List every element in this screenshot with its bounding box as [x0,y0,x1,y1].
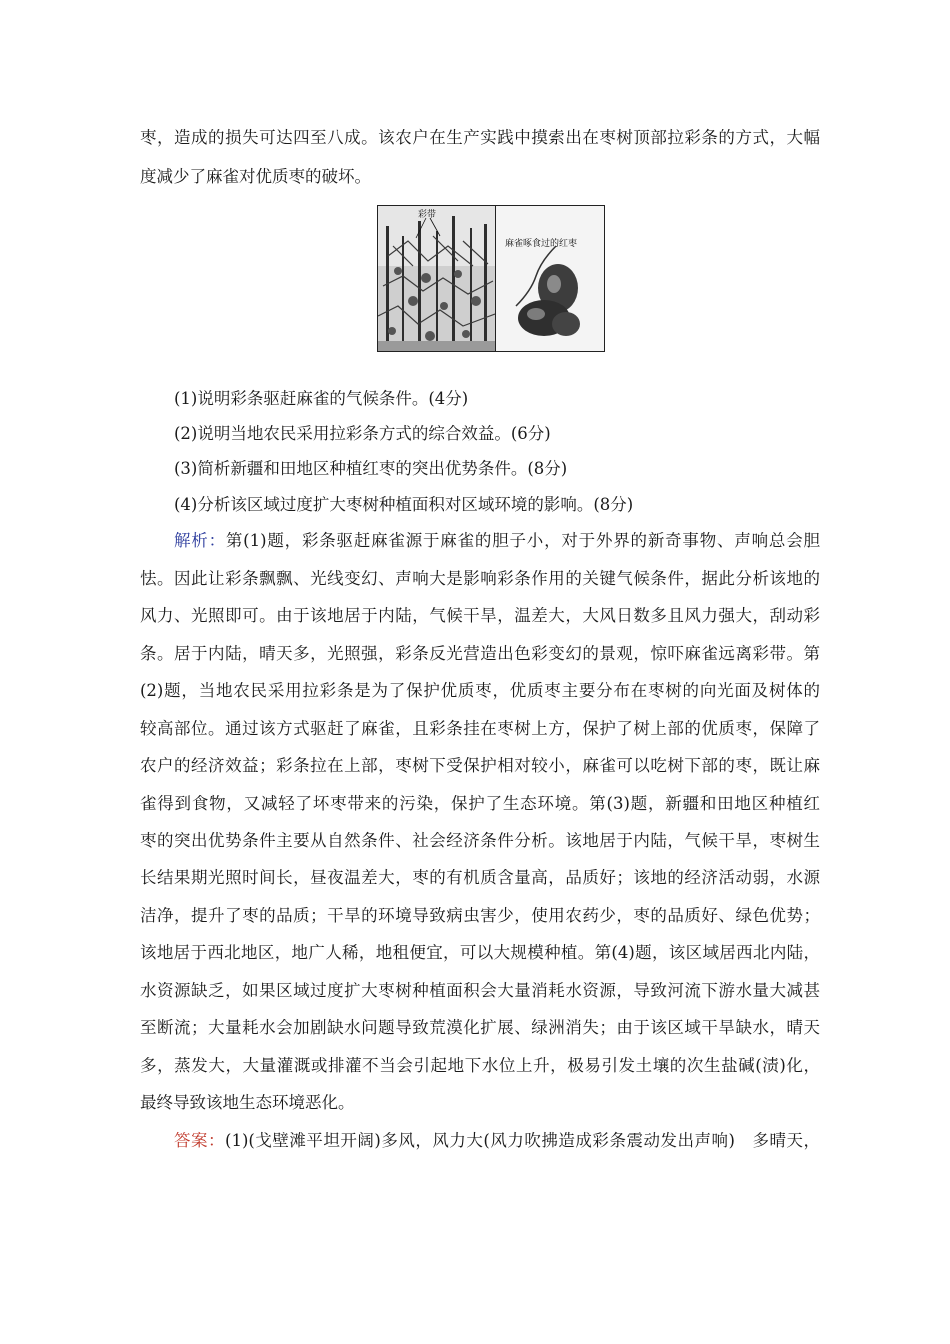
answer-label: 答案： [174,1131,226,1150]
answer-first-line: 答案：(1)(戈壁滩平坦开阔)多风，风力大(风力吹拂造成彩条震动发出声响) 多晴天， [174,1131,820,1150]
analysis-line: (2)题，当地农民采用拉彩条是为了保护优质枣，优质枣主要分布在枣树的向光面及树体的 [140,681,820,700]
analysis-line: 至断流；大量耗水会加剧缺水问题导致荒漠化扩展、绿洲消失；由于该区域干旱缺水，晴天 [140,1018,820,1037]
analysis-line: 条。居于内陆，晴天多，光照强，彩条反光营造出色彩变幻的景观，惊吓麻雀远离彩带。第 [140,644,820,663]
analysis-line: 怯。因此让彩条飘飘、光线变幻、声响大是影响彩条作用的关键气候条件，据此分析该地的 [140,569,820,588]
analysis-line-last: 最终导致该地生态环境恶化。 [140,1093,355,1112]
question-2: (2)说明当地农民采用拉彩条方式的综合效益。(6分) [174,424,551,443]
question-4: (4)分析该区域过度扩大枣树种植面积对区域环境的影响。(8分) [174,495,634,514]
question-1: (1)说明彩条驱赶麻雀的气候条件。(4分) [174,389,469,408]
analysis-line: 风力、光照即可。由于该地居于内陆，气候干旱，温差大，大风日数多且风力强大，刮动彩 [140,606,820,625]
ribbon-label: 彩带 [418,210,437,220]
analysis-line: 长结果期光照时间长，昼夜温差大，枣的有机质含量高，品质好；该地的经济活动弱，水源 [140,868,820,887]
pecked-dates-label: 麻雀啄食过的红枣 [505,239,578,249]
analysis-line: 农户的经济效益；彩条拉在上部，枣树下受保护相对较小，麻雀可以吃树下部的枣，既让麻 [140,756,820,775]
analysis-line: 多，蒸发大，大量灌溉或排灌不当会引起地下水位上升，极易引发土壤的次生盐碱(渍)化， [140,1056,820,1075]
analysis-line: 洁净，提升了枣的品质；干旱的环境导致病虫害少，使用农药少，枣的品质好、绿色优势； [140,906,820,925]
figure-photos [377,205,605,352]
intro-line-2: 度减少了麻雀对优质枣的破坏。 [140,167,371,186]
intro-line-1: 枣，造成的损失可达四至八成。该农户在生产实践中摸索出在枣树顶部拉彩条的方式，大幅 [140,128,820,147]
analysis-line: 水资源缺乏，如果区域过度扩大枣树种植面积会大量消耗水资源，导致河流下游水量大减甚 [140,981,820,1000]
pecked-dates-photo [495,206,604,351]
analysis-first-line: 解析：第(1)题，彩条驱赶麻雀源于麻雀的胆子小，对于外界的新奇事物、声响总会胆 [174,531,821,550]
analysis-line: 枣的突出优势条件主要从自然条件、社会经济条件分析。该地居于内陆，气候干旱，枣树生 [140,831,820,850]
analysis-line: 较高部位。通过该方式驱赶了麻雀，且彩条挂在枣树上方，保护了树上部的优质枣，保障了 [140,719,820,738]
analysis-label: 解析： [174,531,226,550]
question-3: (3)简析新疆和田地区种植红枣的突出优势条件。(8分) [174,459,568,478]
orchard-photo [378,206,495,351]
analysis-line: 该地居于西北地区，地广人稀，地租便宜，可以大规模种植。第(4)题，该区域居西北内陆， [140,943,820,962]
analysis-line: 雀得到食物，又减轻了坏枣带来的污染，保护了生态环境。第(3)题，新疆和田地区种植红 [140,794,820,813]
